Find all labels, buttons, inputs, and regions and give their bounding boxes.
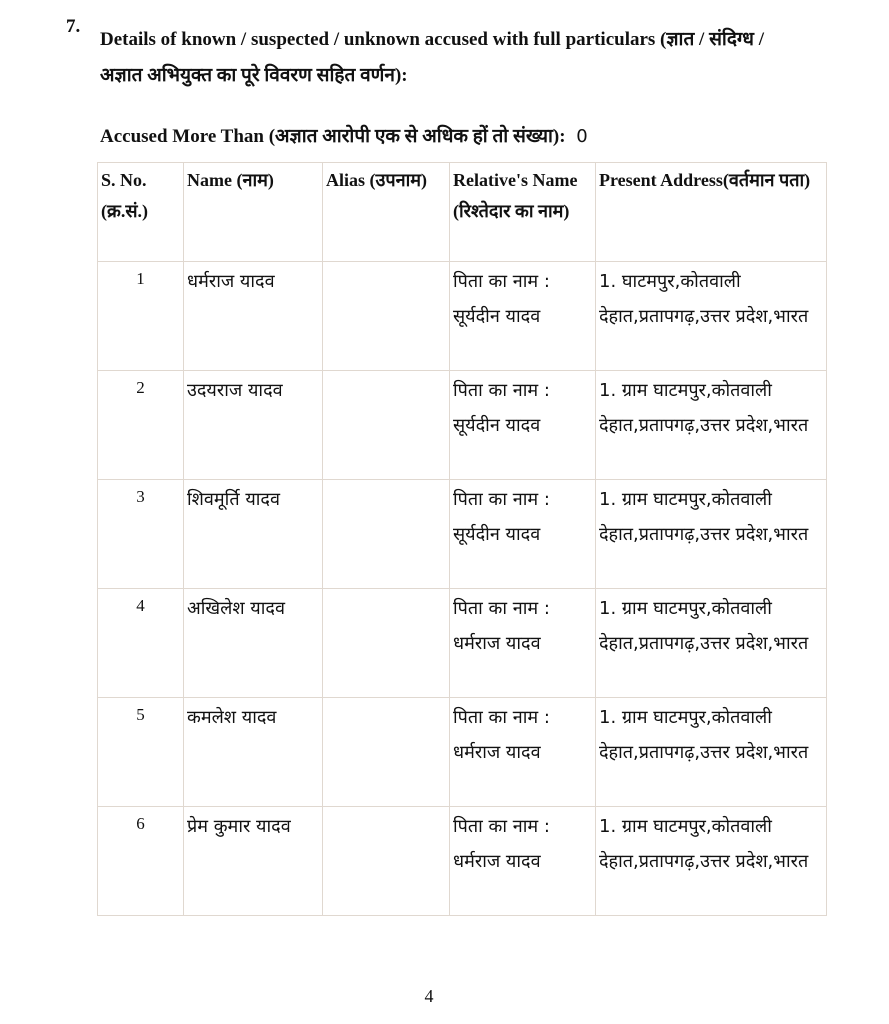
cell-name: प्रेम कुमार यादव	[184, 807, 323, 916]
cell-alias	[323, 589, 450, 698]
cell-alias	[323, 698, 450, 807]
header-name: Name (नाम)	[184, 163, 323, 262]
cell-alias	[323, 480, 450, 589]
header-alias: Alias (उपनाम)	[323, 163, 450, 262]
table-row	[98, 698, 827, 807]
accused-more-than-label: Accused More Than (अज्ञात आरोपी एक से अधिक हों तो संख्या):	[100, 126, 566, 147]
cell-name: धर्मराज यादव	[184, 262, 323, 371]
header-relative: Relative's Name (रिश्तेदार का नाम)	[450, 163, 596, 262]
table-row	[98, 807, 827, 916]
cell-sno: 4	[98, 589, 184, 698]
cell-sno: 3	[98, 480, 184, 589]
cell-relative: पिता का नाम : सूर्यदीन यादव	[450, 480, 596, 589]
cell-sno: 5	[98, 698, 184, 807]
cell-address: 1. ग्राम घाटमपुर,कोतवाली देहात,प्रतापगढ़,उत्तर प्रदेश,भारत	[596, 589, 827, 698]
cell-name: उदयराज यादव	[184, 371, 323, 480]
cell-alias	[323, 371, 450, 480]
table-header-row	[98, 163, 827, 262]
cell-sno: 1	[98, 262, 184, 371]
accused-table	[97, 162, 827, 916]
cell-alias	[323, 262, 450, 371]
header-address: Present Address(वर्तमान पता)	[596, 163, 827, 262]
cell-relative: पिता का नाम : धर्मराज यादव	[450, 698, 596, 807]
cell-sno: 2	[98, 371, 184, 480]
page-number: 4	[424, 986, 434, 1006]
cell-alias	[323, 807, 450, 916]
cell-relative: पिता का नाम : धर्मराज यादव	[450, 589, 596, 698]
section-heading: Details of known / suspected / unknown accused with full particulars (ज्ञात / संदिग्ध / अज्ञात अभियुक्त का पूरे विवरण सहित वर्णन):	[100, 29, 764, 86]
cell-name: शिवमूर्ति यादव	[184, 480, 323, 589]
cell-address: 1. ग्राम घाटमपुर,कोतवाली देहात,प्रतापगढ़,उत्तर प्रदेश,भारत	[596, 807, 827, 916]
accused-more-than	[100, 122, 588, 152]
section-number: 7.	[66, 16, 81, 37]
cell-name: अखिलेश यादव	[184, 589, 323, 698]
table-row	[98, 589, 827, 698]
header-sno: S. No. (क्र.सं.)	[98, 163, 184, 262]
cell-address: 1. ग्राम घाटमपुर,कोतवाली देहात,प्रतापगढ़,उत्तर प्रदेश,भारत	[596, 371, 827, 480]
cell-name: कमलेश यादव	[184, 698, 323, 807]
cell-address: 1. ग्राम घाटमपुर,कोतवाली देहात,प्रतापगढ़,उत्तर प्रदेश,भारत	[596, 698, 827, 807]
table-row	[98, 262, 827, 371]
cell-relative: पिता का नाम : सूर्यदीन यादव	[450, 262, 596, 371]
table-row	[98, 371, 827, 480]
cell-address: 1. ग्राम घाटमपुर,कोतवाली देहात,प्रतापगढ़,उत्तर प्रदेश,भारत	[596, 480, 827, 589]
accused-more-than-value: 0	[576, 126, 588, 147]
table-row	[98, 480, 827, 589]
cell-relative: पिता का नाम : सूर्यदीन यादव	[450, 371, 596, 480]
cell-relative: पिता का नाम : धर्मराज यादव	[450, 807, 596, 916]
cell-address: 1. घाटमपुर,कोतवाली देहात,प्रतापगढ़,उत्तर प्रदेश,भारत	[596, 262, 827, 371]
cell-sno: 6	[98, 807, 184, 916]
